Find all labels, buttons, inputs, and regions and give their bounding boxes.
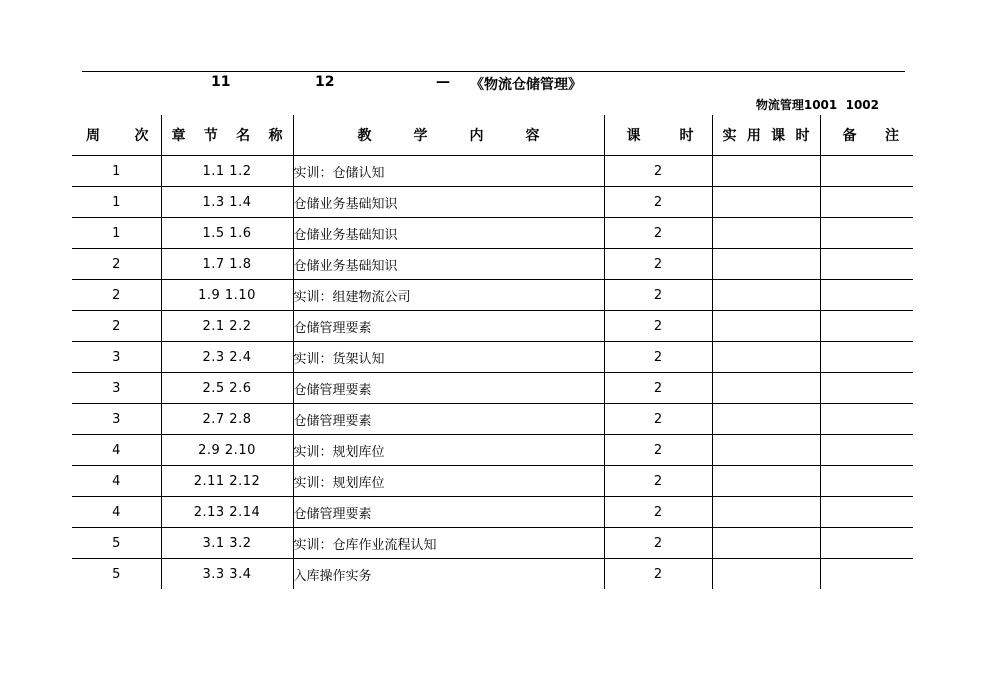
chapter-cell: 1.9 1.10 — [161, 280, 293, 311]
table-row — [72, 528, 913, 559]
class-info: 物流管理1001 1002 — [755, 98, 879, 112]
practical-hours-cell — [712, 342, 820, 373]
hours-cell: 2 — [604, 249, 712, 280]
teaching-schedule-table — [72, 115, 913, 589]
header-practical-hours — [712, 115, 820, 156]
chapter-cell: 2.5 2.6 — [161, 373, 293, 404]
practical-hours-cell — [712, 249, 820, 280]
week-cell: 1 — [72, 218, 161, 249]
title-dash: — — [436, 74, 450, 90]
hours-cell: 2 — [604, 342, 712, 373]
header-char: 备 — [842, 128, 857, 144]
header-hours — [604, 115, 712, 156]
content-cell: 仓储管理要素 — [293, 311, 604, 342]
chapter-cell: 2.7 2.8 — [161, 404, 293, 435]
top-rule — [82, 71, 905, 72]
note-cell — [820, 311, 913, 342]
chapter-cell: 1.1 1.2 — [161, 156, 293, 187]
hours-cell: 2 — [604, 528, 712, 559]
hours-cell: 2 — [604, 404, 712, 435]
chapter-cell: 2.1 2.2 — [161, 311, 293, 342]
chapter-cell: 2.11 2.12 — [161, 466, 293, 497]
header-char: 时 — [679, 128, 694, 144]
header-char: 名 — [236, 128, 251, 144]
table-row — [72, 280, 913, 311]
note-cell — [820, 497, 913, 528]
header-char: 实 — [722, 128, 737, 144]
week-cell: 4 — [72, 466, 161, 497]
header-char: 称 — [268, 128, 283, 144]
header-char: 课 — [626, 128, 641, 144]
practical-hours-cell — [712, 156, 820, 187]
header-notes — [820, 115, 913, 156]
table-row — [72, 249, 913, 280]
note-cell — [820, 373, 913, 404]
hours-cell: 2 — [604, 466, 712, 497]
week-cell: 3 — [72, 342, 161, 373]
table-row — [72, 187, 913, 218]
header-char: 节 — [203, 128, 218, 144]
note-cell — [820, 466, 913, 497]
hours-cell: 2 — [604, 373, 712, 404]
content-cell: 仓储管理要素 — [293, 373, 604, 404]
chapter-cell: 2.9 2.10 — [161, 435, 293, 466]
content-cell: 实训：仓库作业流程认知 — [293, 528, 604, 559]
content-cell: 实训：仓储认知 — [293, 156, 604, 187]
note-cell — [820, 404, 913, 435]
chapter-cell: 1.3 1.4 — [161, 187, 293, 218]
week-cell: 4 — [72, 497, 161, 528]
week-cell: 2 — [72, 311, 161, 342]
header-char: 注 — [885, 128, 899, 144]
header-char: 容 — [525, 128, 540, 144]
header-char: 时 — [795, 128, 810, 144]
practical-hours-cell — [712, 187, 820, 218]
chapter-cell: 3.3 3.4 — [161, 559, 293, 590]
chapter-cell: 2.3 2.4 — [161, 342, 293, 373]
header-char: 内 — [469, 128, 484, 144]
content-cell: 仓储业务基础知识 — [293, 249, 604, 280]
chapter-cell: 1.7 1.8 — [161, 249, 293, 280]
note-cell — [820, 435, 913, 466]
hours-cell: 2 — [604, 218, 712, 249]
content-cell: 仓储管理要素 — [293, 497, 604, 528]
note-cell — [820, 280, 913, 311]
header-char: 周 — [86, 128, 100, 144]
table-row — [72, 435, 913, 466]
note-cell — [820, 559, 913, 590]
practical-hours-cell — [712, 373, 820, 404]
week-cell: 1 — [72, 187, 161, 218]
hours-cell: 2 — [604, 311, 712, 342]
week-cell: 3 — [72, 404, 161, 435]
header-char: 次 — [134, 128, 149, 144]
practical-hours-cell — [712, 466, 820, 497]
table-row — [72, 466, 913, 497]
header-chapter — [161, 115, 293, 156]
content-cell: 实训：货架认知 — [293, 342, 604, 373]
week-cell: 3 — [72, 373, 161, 404]
table-row — [72, 404, 913, 435]
week-cell: 1 — [72, 156, 161, 187]
chapter-cell: 2.13 2.14 — [161, 497, 293, 528]
document-title-line — [0, 74, 983, 94]
week-cell: 2 — [72, 280, 161, 311]
note-cell — [820, 156, 913, 187]
note-cell — [820, 187, 913, 218]
note-cell — [820, 528, 913, 559]
note-cell — [820, 249, 913, 280]
practical-hours-cell — [712, 528, 820, 559]
hours-cell: 2 — [604, 280, 712, 311]
course-title: 《物流仓储管理》 — [470, 77, 582, 93]
header-char: 教 — [357, 128, 372, 144]
content-cell: 入库操作实务 — [293, 559, 604, 590]
practical-hours-cell — [712, 559, 820, 590]
chapter-cell: 1.5 1.6 — [161, 218, 293, 249]
practical-hours-cell — [712, 311, 820, 342]
table-row — [72, 559, 913, 590]
table-row — [72, 373, 913, 404]
week-cell: 5 — [112, 566, 121, 582]
hours-cell: 2 — [604, 187, 712, 218]
content-cell: 仓储业务基础知识 — [293, 187, 604, 218]
practical-hours-cell — [712, 435, 820, 466]
header-week — [72, 115, 161, 156]
note-cell — [820, 342, 913, 373]
header-char: 用 — [746, 128, 761, 144]
hours-cell: 2 — [604, 497, 712, 528]
header-char: 学 — [413, 128, 428, 144]
practical-hours-cell — [712, 218, 820, 249]
hours-cell: 2 — [604, 435, 712, 466]
content-cell: 实训：规划库位 — [293, 435, 604, 466]
header-char: 章 — [171, 128, 186, 144]
hours-cell: 2 — [604, 156, 712, 187]
header-content — [293, 115, 604, 156]
content-cell: 仓储业务基础知识 — [293, 218, 604, 249]
table-row — [72, 156, 913, 187]
content-cell: 实训：组建物流公司 — [293, 280, 604, 311]
practical-hours-cell — [712, 497, 820, 528]
month-end: 12 — [315, 74, 335, 90]
table-row — [72, 218, 913, 249]
month-start: 11 — [211, 74, 231, 90]
week-cell: 2 — [72, 249, 161, 280]
week-cell: 4 — [72, 435, 161, 466]
table-body — [72, 156, 913, 590]
table-row — [72, 497, 913, 528]
table-row — [72, 311, 913, 342]
chapter-cell: 3.1 3.2 — [161, 528, 293, 559]
content-cell: 仓储管理要素 — [293, 404, 604, 435]
header-char: 课 — [771, 128, 786, 144]
week-cell: 5 — [72, 528, 161, 559]
note-cell — [820, 218, 913, 249]
hours-cell: 2 — [604, 559, 712, 590]
practical-hours-cell — [712, 280, 820, 311]
table-row — [72, 342, 913, 373]
practical-hours-cell — [712, 404, 820, 435]
table-header-row — [72, 115, 913, 156]
content-cell: 实训：规划库位 — [293, 466, 604, 497]
